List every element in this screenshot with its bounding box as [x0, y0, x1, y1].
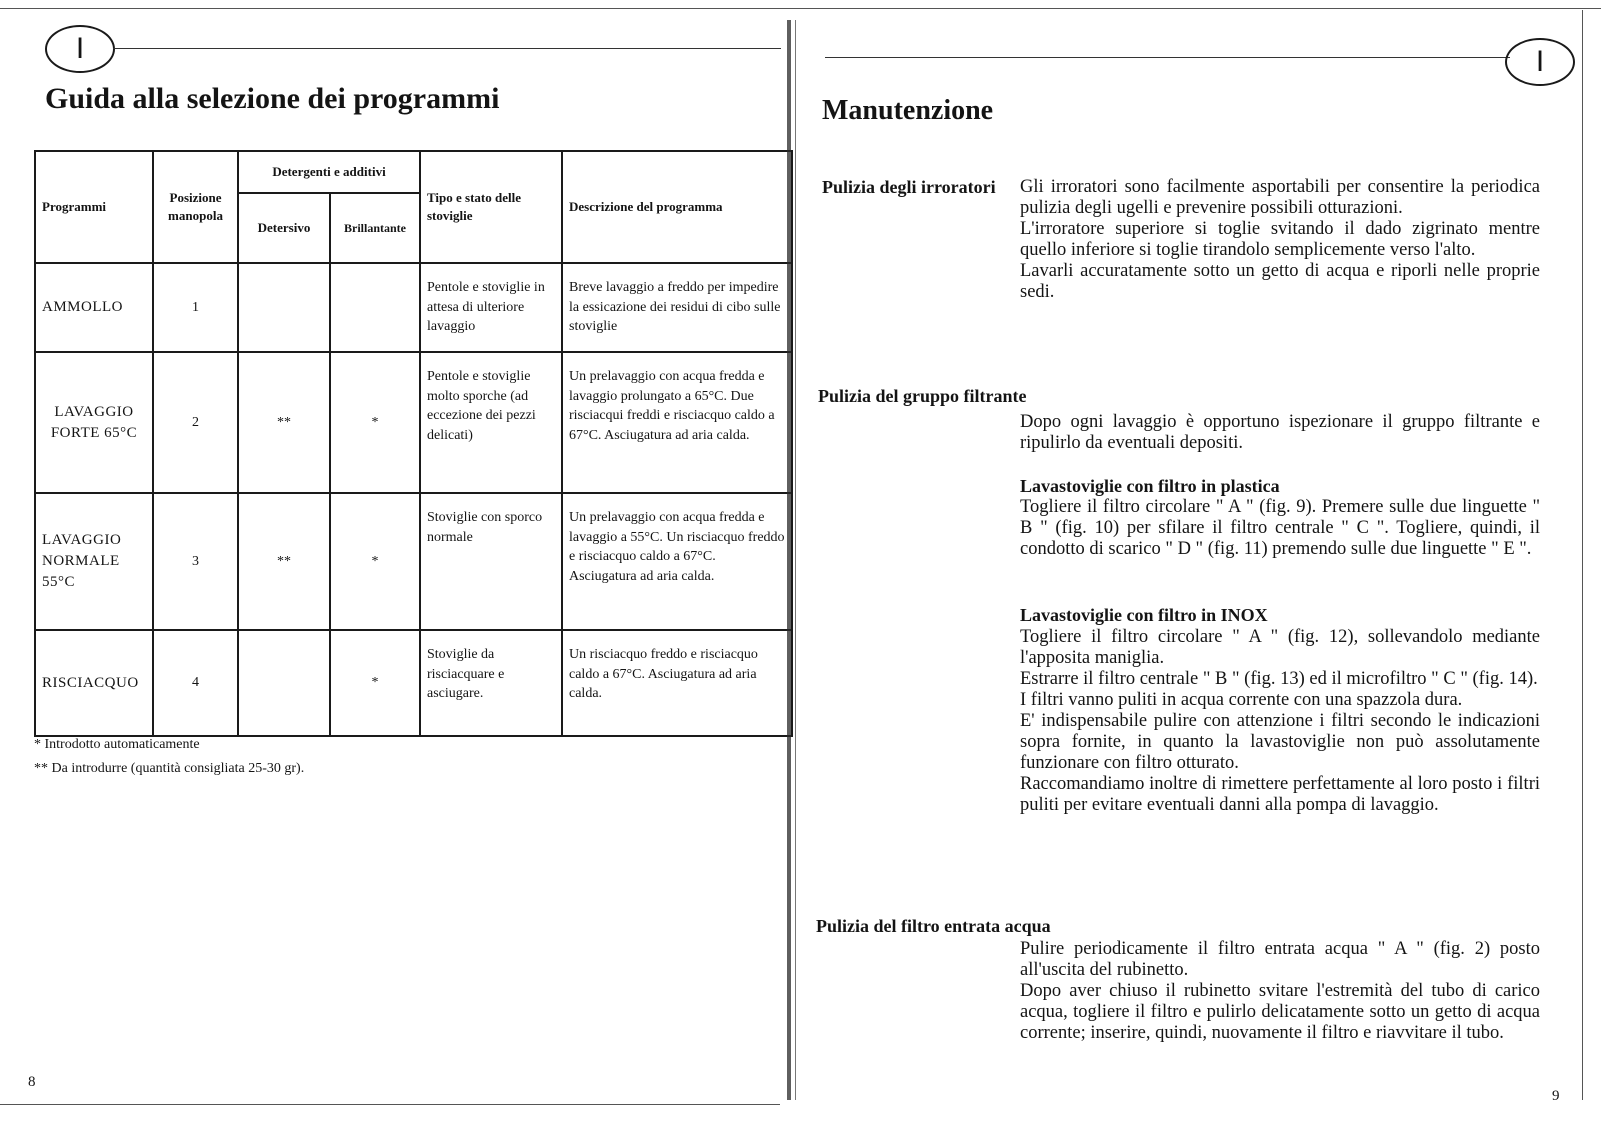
- cell-descrizione: Un risciacquo freddo e risciacquo caldo a 67°C. Asciugatura ad aria calda.: [562, 630, 792, 736]
- cell-brillantante: *: [330, 630, 420, 736]
- table-row: [35, 630, 792, 736]
- subheading-filtro-inox: Lavastoviglie con filtro in INOX: [1020, 605, 1268, 625]
- footnote-double-star: ** Da introdurre (quantità consigliata 25-30 gr).: [34, 761, 305, 776]
- paragraph: Dopo ogni lavaggio è opportuno ispezionare il gruppo filtrante e ripulirlo da eventuali depositi.: [1020, 412, 1540, 453]
- section-intro-filtrante: [1020, 412, 1540, 454]
- cell-descrizione: Breve lavaggio a freddo per impedire la essicazione dei residui di cibo sulle stoviglie: [562, 263, 792, 352]
- language-badge-right-label: I: [1535, 45, 1545, 78]
- cell-descrizione: Un prelavaggio con acqua fredda e lavaggio a 55°C. Un risciacquo freddo e risciacquo caldo a 67°C. Asciugatura ad aria calda.: [562, 493, 792, 630]
- cell-tipo: Stoviglie con sporco normale: [420, 493, 562, 630]
- header-tipo: Tipo e stato delle stoviglie: [420, 151, 562, 263]
- cell-detersivo: **: [238, 352, 330, 493]
- section-heading-irroratori: Pulizia degli irroratori: [822, 177, 996, 197]
- cell-descrizione: Un prelavaggio con acqua fredda e lavaggio prolungato a 65°C. Due risciacqui freddi e risciacquo caldo a 67°C. Asciugatura ad aria calda.: [562, 352, 792, 493]
- table-row: [35, 352, 792, 493]
- cell-posizione: 4: [153, 630, 238, 736]
- header-detersivo: Detersivo: [238, 193, 330, 263]
- section-body-filtro-plastica: [1020, 497, 1540, 560]
- program-table: [34, 150, 793, 737]
- language-badge-right: [1505, 38, 1575, 86]
- cell-programma: LAVAGGIO FORTE 65°C: [35, 352, 153, 493]
- cell-programma: AMMOLLO: [35, 263, 153, 352]
- cell-posizione: 2: [153, 352, 238, 493]
- page-title-left: Guida alla selezione dei programmi: [45, 82, 500, 115]
- cell-tipo: Pentole e stoviglie in attesa di ulteriore lavaggio: [420, 263, 562, 352]
- paragraph: Estrarre il filtro centrale " B " (fig. 13) ed il microfiltro " C " (fig. 14).: [1020, 669, 1538, 689]
- cell-programma: LAVAGGIO NORMALE 55°C: [35, 493, 153, 630]
- header-descrizione: Descrizione del programma: [562, 151, 792, 263]
- section-heading-filtrante: Pulizia del gruppo filtrante: [818, 386, 1027, 406]
- paragraph: L'irroratore superiore si toglie svitando il dado zigrinato mentre quello inferiore si toglie tirandolo semplicemente verso l'alto.: [1020, 219, 1540, 260]
- language-badge-left-label: I: [75, 32, 85, 65]
- cell-posizione: 3: [153, 493, 238, 630]
- cell-tipo: Stoviglie da risciacquare e asciugare.: [420, 630, 562, 736]
- language-badge-left: [45, 25, 115, 73]
- bottom-edge-line: [0, 1104, 780, 1105]
- header-rule-left: [113, 48, 781, 49]
- header-rule-right: [825, 57, 1510, 58]
- header-detergenti: Detergenti e additivi: [238, 151, 420, 193]
- paragraph: Dopo aver chiuso il rubinetto svitare l'estremità del tubo di carico acqua, togliere il filtro e pulirlo delicatamente sotto un getto di acqua corrente; inserire, quindi, nuovamente il filtro e riavvitare il tubo.: [1020, 981, 1540, 1043]
- footnote-single-star: * Introdotto automaticamente: [34, 737, 200, 752]
- page-number-right: 9: [1552, 1088, 1560, 1104]
- cell-posizione: 1: [153, 263, 238, 352]
- paragraph: E' indispensabile pulire con attenzione i filtri secondo le indicazioni sopra fornite, in quanto la lavastoviglie non può assolutamente funzionare con filtro otturato.: [1020, 711, 1540, 773]
- cell-detersivo: [238, 630, 330, 736]
- book-spine: [787, 20, 791, 1100]
- table-header-row: [35, 151, 792, 193]
- section-body-entrata-acqua: [1020, 939, 1540, 1044]
- cell-tipo: Pentole e stoviglie molto sporche (ad eccezione dei pezzi delicati): [420, 352, 562, 493]
- paragraph: I filtri vanno puliti in acqua corrente con una spazzola dura.: [1020, 690, 1463, 710]
- cell-brillantante: *: [330, 493, 420, 630]
- section-heading-entrata-acqua: Pulizia del filtro entrata acqua: [816, 916, 1051, 936]
- page-title-right: Manutenzione: [822, 95, 994, 126]
- header-posizione: Posizione manopola: [153, 151, 238, 263]
- cell-detersivo: **: [238, 493, 330, 630]
- paragraph: Togliere il filtro circolare " A " (fig. 12), sollevandolo mediante l'apposita maniglia.: [1020, 627, 1540, 668]
- paragraph: Gli irroratori sono facilmente asportabili per consentire la periodica pulizia degli ugelli e prevenire possibili otturazioni.: [1020, 177, 1540, 218]
- section-body-filtro-inox: [1020, 627, 1540, 816]
- cell-detersivo: [238, 263, 330, 352]
- table-row: [35, 263, 792, 352]
- section-body-irroratori: [1020, 177, 1540, 303]
- cell-brillantante: [330, 263, 420, 352]
- paragraph: Togliere il filtro circolare " A " (fig. 9). Premere sulle due linguette " B " (fig. 10) per sfilare il filtro centrale " C ". Togliere, quindi, il condotto di scarico " D " (fig. 11) premendo sulle due linguette " E ".: [1020, 497, 1540, 559]
- header-brillantante: Brillantante: [330, 193, 420, 263]
- subheading-filtro-plastica: Lavastoviglie con filtro in plastica: [1020, 476, 1280, 496]
- top-edge-line: [0, 8, 1601, 9]
- right-edge-line: [1582, 10, 1583, 1100]
- page-number-left: 8: [28, 1074, 36, 1090]
- book-spine-edge: [795, 20, 796, 1100]
- paragraph: Lavarli accuratamente sotto un getto di acqua e riporli nelle proprie sedi.: [1020, 261, 1540, 302]
- header-programmi: Programmi: [35, 151, 153, 263]
- table-row: [35, 493, 792, 630]
- paragraph: Raccomandiamo inoltre di rimettere perfettamente al loro posto i filtri puliti per evitare eventuali danni alla pompa di lavaggio.: [1020, 774, 1540, 815]
- cell-programma: RISCIACQUO: [35, 630, 153, 736]
- paragraph: Pulire periodicamente il filtro entrata acqua " A " (fig. 2) posto all'uscita del rubinetto.: [1020, 939, 1540, 980]
- cell-brillantante: *: [330, 352, 420, 493]
